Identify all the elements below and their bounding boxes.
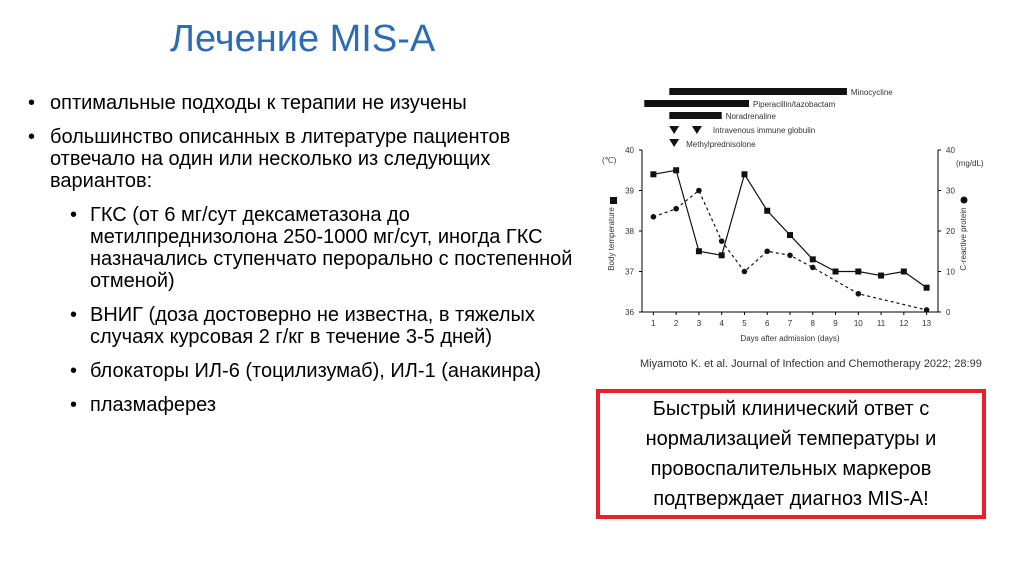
bullet-item: • оптимальные подходы к терапии не изучены xyxy=(22,92,582,114)
temperature-point xyxy=(901,269,907,275)
x-tick-label: 2 xyxy=(673,319,679,328)
temperature-point xyxy=(810,256,816,262)
x-tick-label: 8 xyxy=(810,319,815,328)
x-tick-label: 4 xyxy=(719,319,724,328)
y-left-tick-label: 39 xyxy=(625,186,634,196)
steroid-label: Methylprednisolone xyxy=(686,140,756,149)
y-right-tick-label: 10 xyxy=(946,267,955,277)
crp-point xyxy=(673,206,679,212)
temperature-point xyxy=(673,167,679,173)
crp-point xyxy=(764,248,770,254)
temperature-point xyxy=(855,269,861,275)
y-right-tick-label: 0 xyxy=(946,308,951,317)
crp-point xyxy=(651,214,657,220)
temperature-point xyxy=(924,285,930,291)
citation: Miyamoto K. et al. Journal of Infection and Chemotherapy 2022; 28:99 xyxy=(640,358,982,370)
x-tick-label: 7 xyxy=(787,319,793,328)
crp-point xyxy=(856,291,862,297)
y-right-unit: (mg/dL) xyxy=(956,159,984,168)
crp-point xyxy=(810,265,816,271)
y-left-tick-label: 40 xyxy=(625,146,634,155)
y-left-tick-label: 36 xyxy=(625,308,634,317)
treatment-label: Minocycline xyxy=(850,88,893,97)
x-tick-label: 3 xyxy=(696,319,702,328)
temperature-point xyxy=(764,208,770,214)
sub-bullet-item: • плазмаферез xyxy=(22,394,582,416)
crp-point xyxy=(742,269,748,275)
crp-point xyxy=(719,238,725,244)
x-tick-label: 10 xyxy=(853,319,863,328)
x-tick-label: 5 xyxy=(742,319,747,328)
x-tick-label: 13 xyxy=(922,319,932,328)
steroid-marker xyxy=(669,139,679,147)
bullet-list xyxy=(22,92,582,428)
ivig-marker xyxy=(669,126,679,134)
temperature-point xyxy=(878,273,884,279)
ivig-marker xyxy=(692,126,702,134)
conclusion-callout: Быстрый клинический ответ с нормализацией температуры и провоспалительных маркеров подтверждает диагноз MIS-A! xyxy=(596,389,986,519)
temperature-point xyxy=(696,248,702,254)
x-tick-label: 9 xyxy=(833,319,838,328)
x-tick-label: 11 xyxy=(876,319,886,328)
temperature-point xyxy=(719,252,725,258)
crp-point xyxy=(787,253,793,259)
y-left-unit: (℃) xyxy=(602,156,617,165)
treatment-bar xyxy=(644,100,749,107)
treatment-bar xyxy=(669,112,721,119)
sub-bullet-item: • ВНИГ (доза достоверно не известна, в тяжелых случаях курсовая 2 г/кг в течение 3-5 дней) xyxy=(22,304,582,348)
crp-line xyxy=(653,191,926,310)
y-right-legend-circle xyxy=(961,197,968,204)
x-tick-label: 6 xyxy=(765,319,770,328)
y-right-tick-label: 30 xyxy=(946,186,955,196)
ivig-label: Intravenous immune globulin xyxy=(712,126,816,135)
crp-point xyxy=(924,307,930,313)
treatment-label: Piperacillin/tazobactam xyxy=(753,100,836,109)
treatment-label: Noradrenaline xyxy=(725,112,776,121)
treatment-bar xyxy=(669,88,847,95)
y-right-tick-label: 20 xyxy=(946,227,955,236)
clinical-course-chart xyxy=(598,80,1008,350)
temperature-point xyxy=(650,171,656,177)
crp-point xyxy=(696,188,702,194)
sub-bullet-item: • блокаторы ИЛ-6 (тоцилизумаб), ИЛ-1 (анакинра) xyxy=(22,360,582,382)
x-tick-label: 1 xyxy=(651,319,656,328)
slide-title: Лечение MIS-A xyxy=(170,18,436,60)
temperature-line xyxy=(653,170,926,287)
x-tick-label: 12 xyxy=(899,319,909,328)
y-left-tick-label: 38 xyxy=(625,227,634,236)
x-axis-label: Days after admission (days) xyxy=(740,334,840,343)
temperature-point xyxy=(833,269,839,275)
temperature-point xyxy=(741,171,747,177)
y-right-tick-label: 40 xyxy=(946,146,955,155)
y-left-legend-square xyxy=(610,197,617,204)
y-left-tick-label: 37 xyxy=(625,267,634,277)
y-right-axis-label: C-reactive protein xyxy=(959,207,968,271)
bullet-item: • большинство описанных в литературе пациентов отвечало на один или несколько из следующих вариантов: xyxy=(22,126,582,192)
temperature-point xyxy=(787,232,793,238)
y-left-axis-label: Body temperature xyxy=(607,207,616,271)
sub-bullet-item: • ГКС (от 6 мг/сут дексаметазона до метилпреднизолона 250-1000 мг/сут, иногда ГКС назначались ступенчато перорально с постепенной отменой) xyxy=(22,204,582,292)
